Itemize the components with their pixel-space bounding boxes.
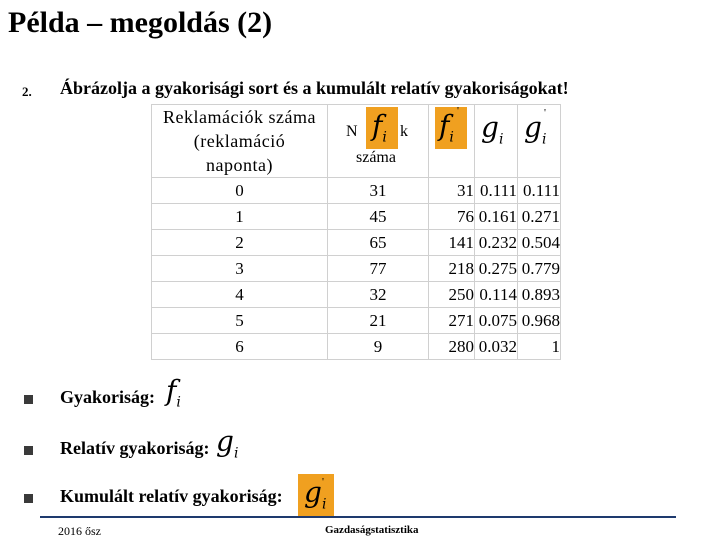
- symbol-f: $f_i$: [372, 109, 387, 146]
- table-cell: 0.032: [475, 334, 518, 360]
- table-cell: 250: [429, 282, 475, 308]
- table-cell: 0.779: [518, 256, 561, 282]
- table-cell: 280: [429, 334, 475, 360]
- symbol-g: $g_i$: [216, 425, 239, 462]
- table-cell: 0.893: [518, 282, 561, 308]
- table-cell: 31: [429, 178, 475, 204]
- table-cell: 32: [328, 282, 429, 308]
- bullet-label-relative-frequency: Relatív gyakoriság:: [60, 438, 210, 458]
- table-row: [152, 334, 561, 360]
- table-row: [152, 204, 561, 230]
- table-cell: 0.232: [475, 230, 518, 256]
- table-cell: 0.968: [518, 308, 561, 334]
- table-cell: 31: [328, 178, 429, 204]
- symbol-f-cum: $f_i$: [439, 109, 454, 146]
- header-days: [328, 105, 429, 178]
- table-header-row: [152, 105, 561, 178]
- prime-mark: ': [457, 105, 459, 117]
- table-row: [152, 230, 561, 256]
- bullet-marker: [24, 446, 33, 455]
- table-cell: 77: [328, 256, 429, 282]
- table-row: [152, 308, 561, 334]
- table-row: [152, 282, 561, 308]
- symbol-g-cum: $g_i$: [304, 476, 327, 513]
- header-complaints: [152, 105, 328, 178]
- frequency-table: [151, 104, 561, 360]
- table-cell: 1: [152, 204, 328, 230]
- header-days-pre: N: [346, 123, 358, 140]
- table-cell: 0: [152, 178, 328, 204]
- header-cum-rel-freq: [518, 105, 561, 178]
- footer-divider: [40, 516, 676, 518]
- table-cell: 2: [152, 230, 328, 256]
- prime-mark: ': [544, 107, 546, 119]
- table-cell: 0.161: [475, 204, 518, 230]
- table-cell: 0.504: [518, 230, 561, 256]
- table-row: [152, 178, 561, 204]
- table-row: [152, 256, 561, 282]
- table-cell: 271: [429, 308, 475, 334]
- table-cell: 0.114: [475, 282, 518, 308]
- table-cell: 141: [429, 230, 475, 256]
- bullet-marker: [24, 494, 33, 503]
- table-cell: 0.271: [518, 204, 561, 230]
- footer-term: 2016 ősz: [58, 524, 101, 538]
- table-cell: 0.275: [475, 256, 518, 282]
- header-complaints-line1: Reklamációk száma: [163, 107, 316, 127]
- footer-course: Gazdaságstatisztika: [325, 524, 419, 536]
- table-cell: 0.075: [475, 308, 518, 334]
- header-rel-freq: [475, 105, 518, 178]
- slide-title: Példa – megoldás (2): [8, 6, 273, 39]
- header-days-post: k: [400, 123, 408, 140]
- bullet-label-cumulative-relative-frequency: Kumulált relatív gyakoriság:: [60, 486, 283, 506]
- header-complaints-line3: naponta): [206, 155, 273, 175]
- table-cell: 0.111: [475, 178, 518, 204]
- task-text: Ábrázolja a gyakorisági sort és a kumulált relatív gyakoriságokat!: [60, 78, 569, 98]
- table-cell: 5: [152, 308, 328, 334]
- bullet-marker: [24, 395, 33, 404]
- symbol-g-cum: $g_i$: [524, 111, 547, 148]
- header-cum-freq: [429, 105, 475, 178]
- table-cell: 21: [328, 308, 429, 334]
- bullet-label-frequency: Gyakoriság:: [60, 387, 156, 407]
- table-body: [152, 178, 561, 360]
- header-days-line2: száma: [356, 149, 396, 166]
- table-cell: 65: [328, 230, 429, 256]
- table-cell: 9: [328, 334, 429, 360]
- table-cell: 6: [152, 334, 328, 360]
- prime-mark: ': [322, 476, 324, 488]
- task-number: 2.: [22, 84, 32, 99]
- symbol-f: $f_i$: [166, 374, 181, 411]
- table-cell: 3: [152, 256, 328, 282]
- symbol-g: $g_i$: [481, 111, 504, 148]
- header-complaints-line2: (reklamáció: [193, 131, 286, 151]
- table-cell: 76: [429, 204, 475, 230]
- table-cell: 218: [429, 256, 475, 282]
- table-cell: 45: [328, 204, 429, 230]
- table-cell: 1: [518, 334, 561, 360]
- table-cell: 4: [152, 282, 328, 308]
- table-cell: 0.111: [518, 178, 561, 204]
